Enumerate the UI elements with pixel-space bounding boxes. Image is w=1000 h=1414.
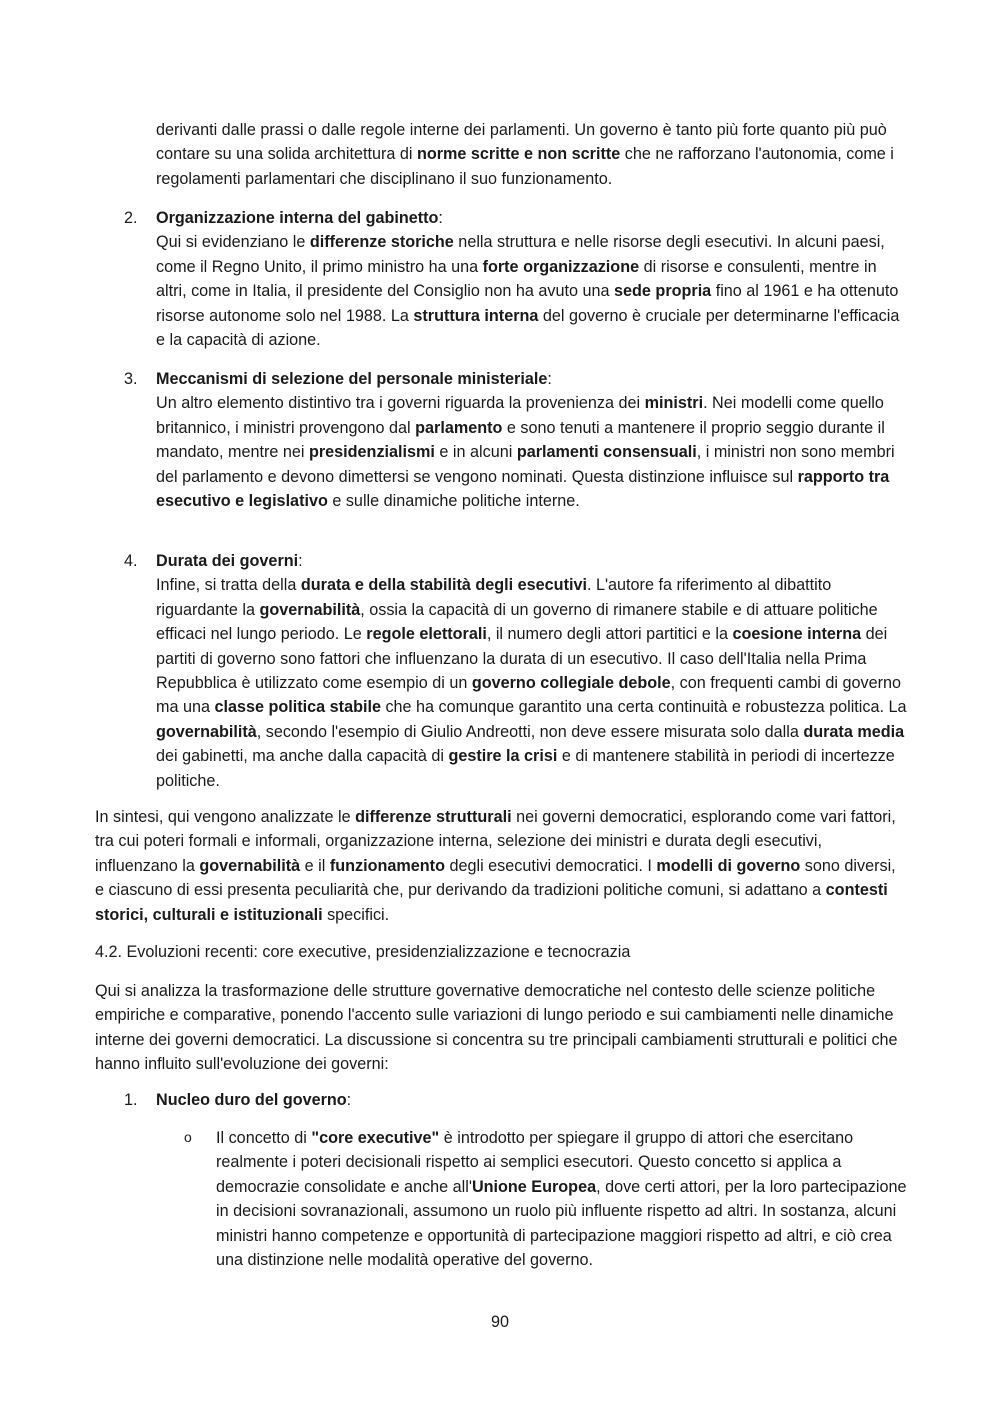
- list-item-1: [124, 1088, 908, 1112]
- bullet-item: [184, 1126, 908, 1272]
- bold-term: funzionamento: [329, 856, 445, 875]
- list-item-heading: Meccanismi di selezione del personale ministeriale:: [156, 370, 552, 388]
- list-item-heading: Organizzazione interna del gabinetto:: [156, 209, 443, 227]
- list-item-3: [124, 367, 908, 513]
- summary-paragraph: In sintesi, qui vengono analizzate le differenze strutturali nei governi democratici, esplorando come vari fattori, tra cui poteri formali e informali, organizzazione interna, selezione dei ministri e durata degli esecutivi, influenzano la governabilità e il funzionamento degli esecutivi democratici. I modelli di governo sono diversi, e ciascuno di essi presenta peculiarità che, pur derivando da tradizioni politiche comuni, si adattano a contesti storici, culturali e istituzionali specifici.: [95, 808, 896, 924]
- bold-term: governo collegiale debole: [471, 674, 671, 693]
- bold-term: ministri: [644, 394, 704, 413]
- bold-term: regole elettorali: [366, 625, 487, 644]
- bullet-text: Il concetto di "core executive" è introdotto per spiegare il gruppo di attori che esercitano realmente i poteri decisionali rispetto ai semplici esecutori. Questo concetto si applica a democrazie consolidate e anche all'Unione Europea, dove certi attori, per la loro partecipazione in decisioni sovranazionali, assumono un ruolo più influente rispetto ad altri. In sostanza, alcuni ministri hanno competenze e opportunità di partecipazione maggiori rispetto ad altri, e ciò crea una distinzione nelle modalità operative del governo.: [216, 1129, 907, 1270]
- bold-term: "core executive": [311, 1129, 440, 1147]
- bold-term: Unione Europea: [471, 1177, 597, 1196]
- bold-term: parlamento: [415, 418, 503, 437]
- bold-term: differenze storiche: [309, 233, 454, 252]
- bold-term: modelli di governo: [656, 856, 801, 875]
- bold-term: gestire la crisi: [448, 747, 558, 766]
- list-number: 2.: [124, 209, 138, 227]
- intro-continuation-paragraph: derivanti dalle prassi o dalle regole interne dei parlamenti. Un governo è tanto più forte quanto più può contare su una solida architettura di norme scritte e non scritte che ne rafforzano l'autonomia, come i regolamenti parlamentari che disciplinano il suo funzionamento.: [156, 121, 894, 188]
- bold-term: struttura interna: [413, 306, 539, 325]
- bold-term: sede propria: [614, 282, 712, 301]
- list-item-body: Qui si evidenziano le differenze storiche nella struttura e nelle risorse degli esecutivi. In alcuni paesi, come il Regno Unito, il primo ministro ha una forte organizzazione di risorse e consulenti, mentre in altri, come in Italia, il presidente del Consiglio non ha avuto una sede propria fino al 1961 e ha ottenuto risorse autonome solo nel 1988. La struttura interna del governo è cruciale per determinarne l'efficacia e la capacità di azione.: [156, 233, 900, 350]
- section-intro-paragraph: Qui si analizza la trasformazione delle strutture governative democratiche nel contesto delle scienze politiche empiriche e comparative, ponendo l'accento sulle variazioni di lungo periodo e sui cambiamenti nelle dinamiche interne dei governi democratici. La discussione si concentra su tre principali cambiamenti strutturali e politici che hanno influito sull'evoluzione dei governi:: [95, 982, 898, 1074]
- bold-term: rapporto tra esecutivo e legislativo: [156, 467, 890, 511]
- list-item-heading: Durata dei governi:: [156, 552, 303, 570]
- list-number: 1.: [124, 1091, 138, 1109]
- list-item-4: [124, 549, 908, 793]
- bold-term: governabilità: [259, 600, 361, 619]
- bold-term: forte organizzazione: [482, 257, 640, 276]
- bold-term: coesione interna: [732, 625, 862, 644]
- bullet-marker: o: [184, 1129, 192, 1145]
- bold-term: parlamenti consensuali: [516, 443, 697, 462]
- page-number: 90: [490, 1313, 509, 1331]
- bold-term: presidenzialismi: [308, 443, 435, 462]
- list-item-body: Un altro elemento distintivo tra i governi riguarda la provenienza dei ministri. Nei modelli come quello britannico, i ministri provengono dal parlamento e sono tenuti a mantenere il proprio seggio durante il mandato, mentre nei presidenzialismi e in alcuni parlamenti consensuali, i ministri non sono membri del parlamento e devono dimettersi se vengono nominati. Questa distinzione influisce sul rapporto tra esecutivo e legislativo e sulle dinamiche politiche interne.: [156, 394, 895, 511]
- bold-term: norme scritte e non scritte: [416, 145, 621, 164]
- bold-term: governabilità: [156, 722, 257, 741]
- list-item-body: Infine, si tratta della durata e della stabilità degli esecutivi. L'autore fa riferimento al dibattito riguardante la governabilità, ossia la capacità di un governo di rimanere stabile e di attuare politiche efficaci nel lungo periodo. Le regole elettorali, il numero degli attori partitici e la coesione interna dei partiti di governo sono fattori che influenzano la durata di un esecutivo. Il caso dell'Italia nella Prima Repubblica è utilizzato come esempio di un governo collegiale debole, con frequenti cambi di governo ma una classe politica stabile che ha comunque garantito una certa continuità e robustezza politica. La governabilità, secondo l'esempio di Giulio Andreotti, non deve essere misurata solo dalla durata media dei gabinetti, ma anche dalla capacità di gestire la crisi e di mantenere stabilità in periodi di incertezze politiche.: [156, 576, 907, 790]
- bold-term: governabilità: [199, 856, 301, 875]
- list-number: 4.: [124, 552, 138, 570]
- list-item-2: [124, 206, 908, 352]
- list-item-heading: Nucleo duro del governo:: [156, 1091, 352, 1109]
- bold-term: durata e della stabilità degli esecutivi: [300, 576, 587, 595]
- list-number: 3.: [124, 370, 138, 388]
- bold-term: durata media: [803, 722, 905, 741]
- section-heading: 4.2. Evoluzioni recenti: core executive, presidenzializzazione e tecnocrazia: [95, 943, 631, 961]
- bold-term: classe politica stabile: [214, 698, 381, 717]
- bold-term: contesti storici, culturali e istituzionali: [95, 881, 888, 924]
- bold-term: differenze strutturali: [355, 808, 512, 826]
